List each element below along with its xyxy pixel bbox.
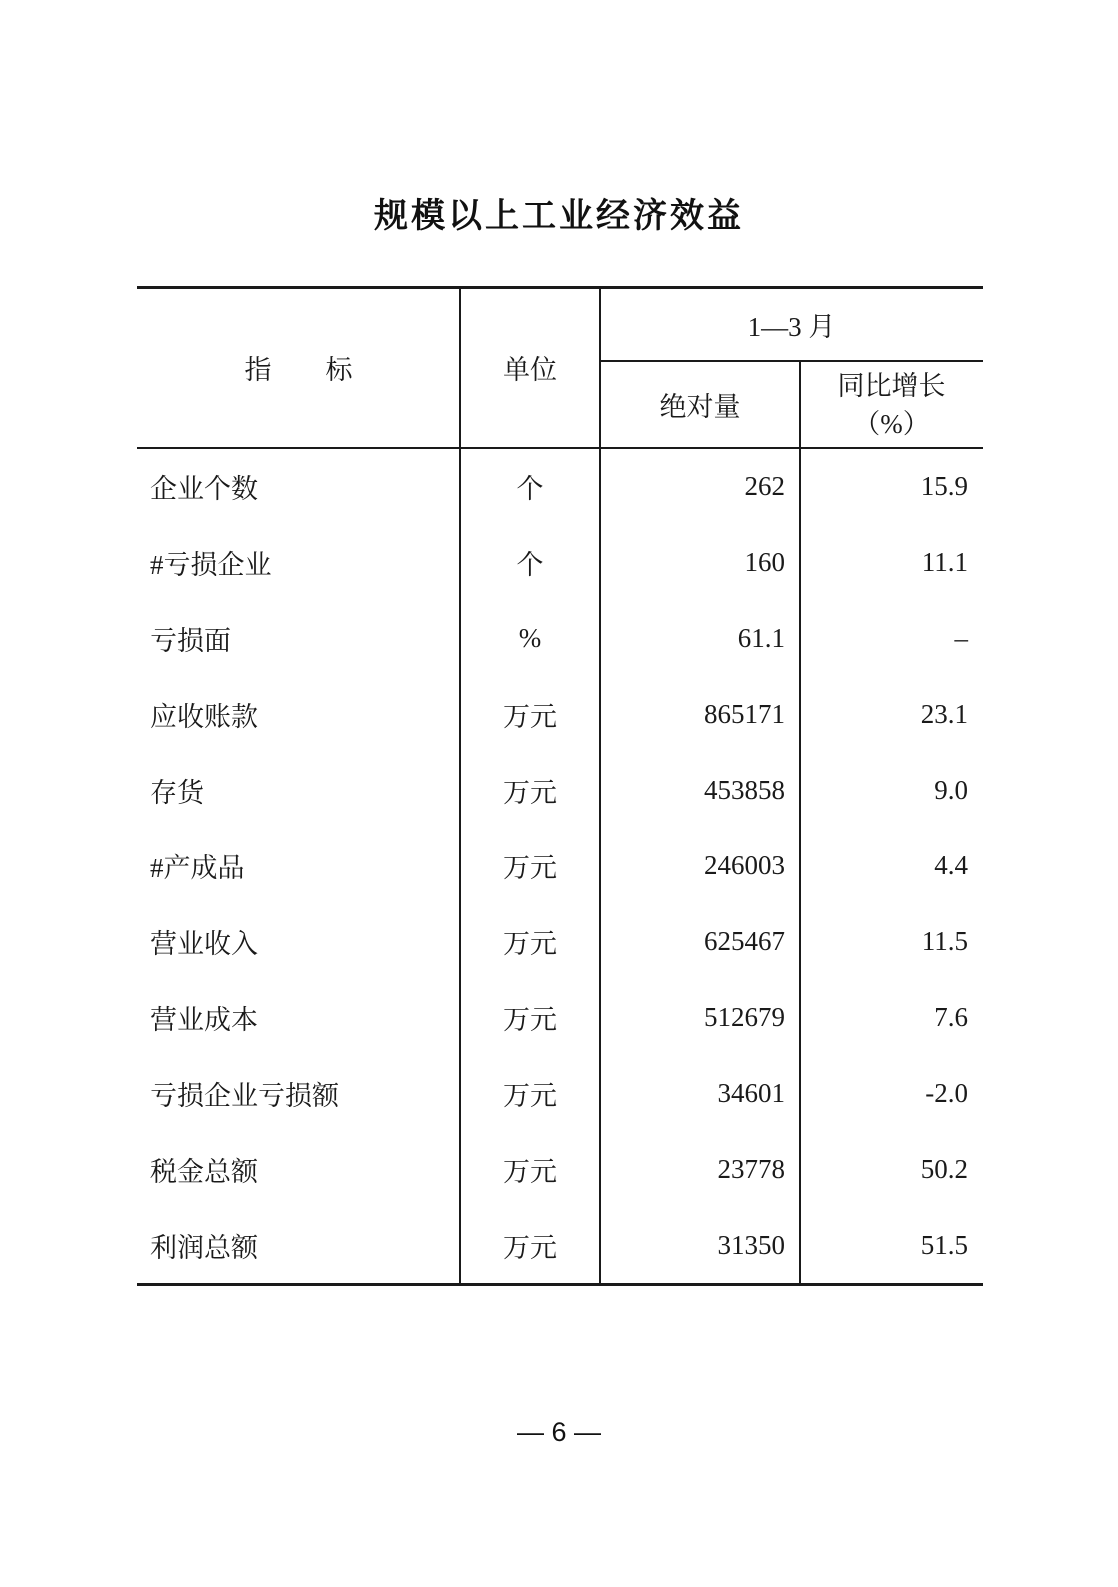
- growth-value-cell: 11.1: [921, 547, 968, 578]
- indicator-cell: #亏损企业: [150, 550, 272, 581]
- absolute-value-cell: 31350: [717, 1229, 785, 1260]
- absolute-value-cell: 865171: [704, 698, 785, 729]
- indicator-cell: 应收账款: [150, 701, 258, 732]
- unit-cell: 万元: [503, 1005, 557, 1036]
- indicator-cell: 营业成本: [150, 1005, 258, 1036]
- statistics-table: [137, 286, 983, 1286]
- indicator-cell: 营业收入: [150, 929, 258, 960]
- table-row: [137, 980, 983, 1056]
- unit-cell: 万元: [503, 777, 557, 808]
- growth-value-cell: 9.0: [934, 774, 968, 805]
- growth-value-cell: 7.6: [934, 1002, 968, 1033]
- unit-cell: 万元: [503, 929, 557, 960]
- table-row: [137, 525, 983, 601]
- header-period: 1—3 月: [747, 311, 836, 342]
- indicator-cell: 利润总额: [150, 1232, 258, 1263]
- header-growth: [800, 362, 983, 447]
- header-absolute: 绝对量: [659, 392, 741, 422]
- page-number: — 6 —: [516, 1417, 602, 1447]
- growth-value-cell: –: [954, 623, 968, 654]
- table-row: [137, 1131, 983, 1207]
- table-row: [137, 752, 983, 828]
- growth-value-cell: 23.1: [920, 698, 968, 729]
- absolute-value-cell: 262: [744, 471, 785, 502]
- table-body: [137, 449, 983, 1283]
- unit-cell: 个: [516, 474, 544, 505]
- indicator-cell: 存货: [150, 777, 204, 808]
- unit-cell: 万元: [503, 1232, 557, 1263]
- page-title: 规模以上工业经济效益: [374, 197, 744, 235]
- table-row: [137, 904, 983, 980]
- absolute-value-cell: 61.1: [737, 623, 785, 654]
- unit-cell: %: [518, 623, 542, 654]
- growth-value-cell: 50.2: [920, 1153, 968, 1184]
- table-row: [137, 1056, 983, 1132]
- header-growth-line1: 同比增长: [837, 370, 946, 401]
- absolute-value-cell: 160: [744, 547, 785, 578]
- indicator-cell: 税金总额: [150, 1156, 258, 1187]
- growth-value-cell: 4.4: [934, 850, 968, 881]
- absolute-value-cell: 512679: [704, 1002, 785, 1033]
- table-row: [137, 1207, 983, 1283]
- absolute-value-cell: 625467: [704, 926, 785, 957]
- table-border-bottom: [137, 1283, 983, 1286]
- absolute-value-cell: 246003: [704, 850, 785, 881]
- unit-cell: 万元: [503, 701, 557, 732]
- header-growth-line2: （%）: [853, 408, 930, 439]
- indicator-cell: 亏损面: [150, 626, 231, 657]
- header-indicator: 指 标: [244, 355, 353, 385]
- unit-cell: 万元: [503, 853, 557, 884]
- table-row: [137, 828, 983, 904]
- indicator-cell: 企业个数: [150, 474, 258, 505]
- unit-cell: 万元: [503, 1156, 557, 1187]
- absolute-value-cell: 23778: [717, 1153, 785, 1184]
- table-row: [137, 449, 983, 525]
- header-unit: 单位: [503, 355, 557, 385]
- absolute-value-cell: 34601: [717, 1077, 785, 1108]
- indicator-cell: #产成品: [150, 853, 245, 884]
- absolute-value-cell: 453858: [704, 774, 785, 805]
- unit-cell: 万元: [503, 1080, 557, 1111]
- growth-value-cell: -2.0: [925, 1077, 968, 1108]
- growth-value-cell: 15.9: [920, 471, 968, 502]
- indicator-cell: 亏损企业亏损额: [150, 1080, 339, 1111]
- table-row: [137, 601, 983, 677]
- unit-cell: 个: [516, 550, 544, 581]
- table-row: [137, 676, 983, 752]
- growth-value-cell: 11.5: [921, 926, 968, 957]
- growth-value-cell: 51.5: [920, 1229, 968, 1260]
